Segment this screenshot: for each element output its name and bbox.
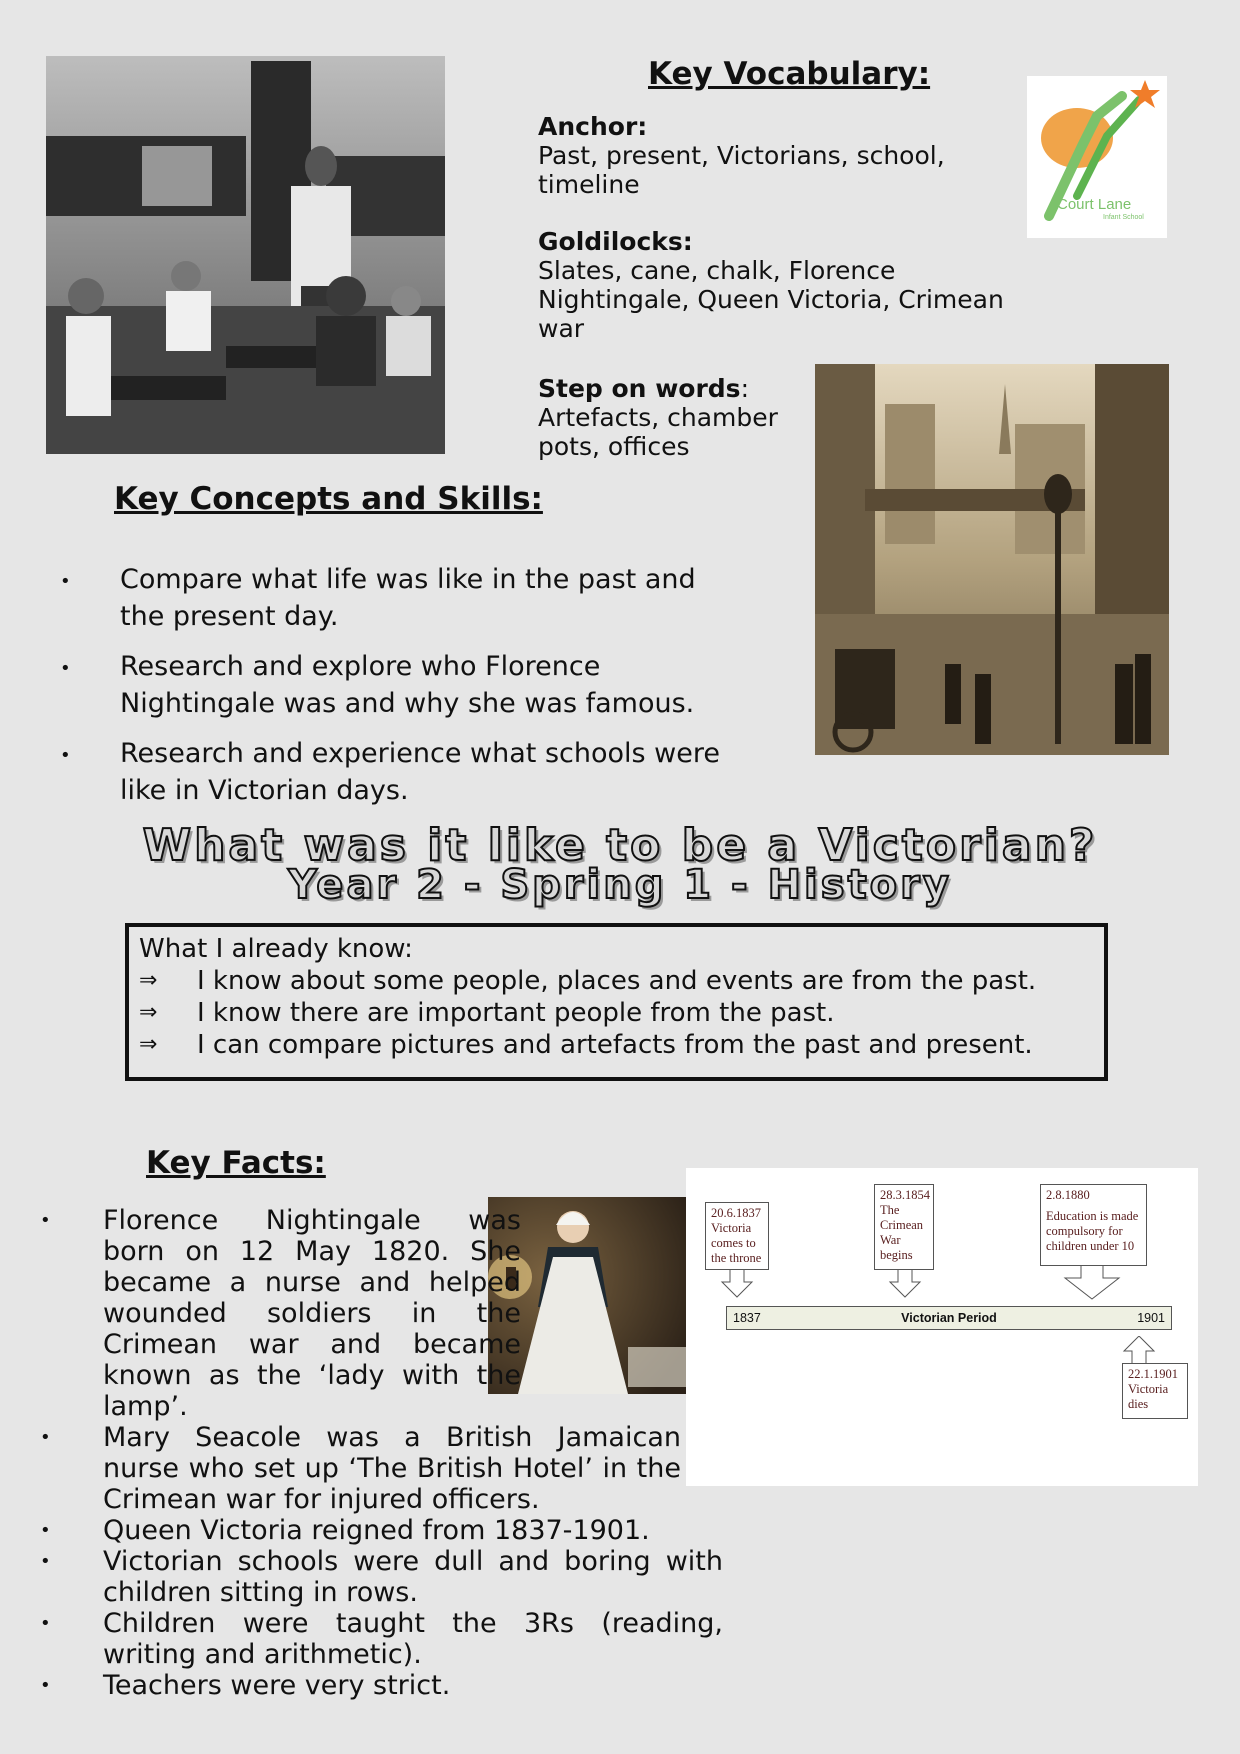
event-text: compulsory for [1046,1224,1123,1238]
concept-line-2: the present day. [120,601,339,632]
anchor-line-1: Past, present, Victorians, school, [538,141,945,170]
step-on-line-1: Artefacts, chamber [538,403,778,432]
concept-item [60,648,740,735]
bullet-icon: • [60,658,71,679]
anchor-line-2: timeline [538,170,640,199]
fact-item [40,1670,723,1701]
school-logo [1027,76,1167,238]
fact-line: Mary Seacole was a British Jamaican [103,1422,681,1453]
goldilocks-line-3: war [538,314,585,343]
event-text: Education is made [1046,1209,1139,1223]
event-2-arrow-icon [888,1270,922,1298]
concept-item [60,735,740,822]
fact-line: wounded soldiers in the [103,1298,521,1329]
event-text: Victoria [711,1221,752,1235]
goldilocks-line-1: Slates, cane, chalk, Florence [538,256,896,285]
fact-item [40,1608,723,1670]
concepts-heading: Key Concepts and Skills: [114,481,543,517]
event-3-arrow-icon [1063,1266,1121,1300]
bullet-icon: • [40,1551,51,1572]
vocab-anchor [538,112,945,199]
fact-line: Crimean war and became [103,1329,521,1360]
facts-list [40,1205,723,1701]
event-text: begins [880,1248,913,1262]
timeline-event-1 [705,1202,769,1270]
vocab-heading: Key Vocabulary: [648,56,931,92]
step-on-line-2: pots, offices [538,432,690,461]
logo-text: Court Lane [1057,196,1132,213]
timeline-panel [686,1168,1198,1486]
event-date: 28.3.1854 [880,1188,930,1202]
event-text: The [880,1203,900,1217]
event-date: 22.1.1901 [1128,1367,1178,1381]
title-line-1: What was it like to be a Victorian? [142,820,1098,871]
timeline-end: 1901 [1137,1311,1165,1325]
concept-line-1: Compare what life was like in the past and [120,564,696,595]
concepts-list [60,561,740,822]
already-know-box [125,923,1108,1081]
fact-line: became a nurse and helped [103,1267,521,1298]
fact-line: Victorian schools were dull and boring with [103,1546,723,1577]
fact-item [40,1515,723,1546]
logo-graphic [1027,76,1167,238]
fact-line: lamp’. [103,1391,188,1422]
event-text: the throne [711,1251,762,1265]
timeline-label: Victorian Period [901,1311,997,1325]
event-4-arrow-icon [1122,1336,1156,1364]
victorian-street-photo [815,364,1169,755]
event-text: Victoria [1128,1382,1169,1396]
timeline-event-2 [874,1184,934,1270]
concept-line-2: Nightingale was and why she was famous. [120,688,695,719]
fact-line: children sitting in rows. [103,1577,418,1608]
timeline-start: 1837 [733,1311,761,1325]
fact-line: Children were taught the 3Rs (reading, [103,1608,723,1639]
fact-item [40,1205,521,1422]
arrow-icon: ⇒ [139,968,158,993]
vocab-step-on [538,374,778,461]
event-1-arrow-icon [720,1270,754,1298]
already-know-item [139,997,1094,1029]
fact-line: born on 12 May 1820. She [103,1236,521,1267]
event-date: 20.6.1837 [711,1206,761,1220]
bullet-icon: • [40,1427,51,1448]
timeline-event-3 [1040,1184,1147,1266]
arrow-icon: ⇒ [139,1032,158,1057]
fact-item [40,1546,723,1608]
bullet-icon: • [40,1613,51,1634]
timeline-bar [726,1306,1172,1330]
concept-item [60,561,740,648]
anchor-label: Anchor: [538,112,648,141]
already-know-item [139,1029,1094,1061]
fact-item [40,1422,681,1515]
arrow-icon: ⇒ [139,1000,158,1025]
bullet-icon: • [60,745,71,766]
already-know-text: I can compare pictures and artefacts from the past and present. [197,1030,1033,1060]
event-text: Crimean [880,1218,924,1232]
vocab-goldilocks [538,227,1004,343]
fact-line: Crimean war for injured officers. [103,1484,540,1515]
logo-subtext: Infant School [1103,214,1144,221]
event-text: comes to [711,1236,756,1250]
event-date: 2.8.1880 [1046,1188,1090,1202]
timeline-event-4 [1122,1363,1188,1419]
bullet-icon: • [40,1210,51,1231]
fact-line: writing and arithmetic). [103,1639,422,1670]
bullet-icon: • [40,1675,51,1696]
bullet-icon: • [40,1520,51,1541]
bullet-icon: • [60,571,71,592]
event-text: War [880,1233,901,1247]
event-text: children under 10 [1046,1239,1135,1253]
title-line-2: Year 2 - Spring 1 - History [288,862,952,908]
goldilocks-line-2: Nightingale, Queen Victoria, Crimean [538,285,1004,314]
fact-line: nurse who set up ‘The British Hotel’ in the [103,1453,681,1484]
goldilocks-label: Goldilocks: [538,227,693,256]
classroom-photo [46,56,445,454]
concept-line-1: Research and explore who Florence [120,651,601,682]
concept-line-2: like in Victorian days. [120,775,409,806]
already-know-text: I know about some people, places and events are from the past. [197,966,1037,996]
step-on-label: Step on words [538,374,741,403]
concept-line-1: Research and experience what schools were [120,738,720,769]
fact-line: Florence Nightingale was [103,1205,521,1236]
fact-line: known as the ‘lady with the [103,1360,521,1391]
step-on-colon: : [740,374,750,403]
already-know-item [139,965,1094,997]
fact-line: Teachers were very strict. [103,1670,451,1701]
already-know-text: I know there are important people from the past. [197,998,835,1028]
facts-heading: Key Facts: [146,1145,326,1181]
fact-line: Queen Victoria reigned from 1837-1901. [103,1515,650,1546]
already-know-heading: What I already know: [139,934,413,964]
event-text: dies [1128,1397,1149,1411]
